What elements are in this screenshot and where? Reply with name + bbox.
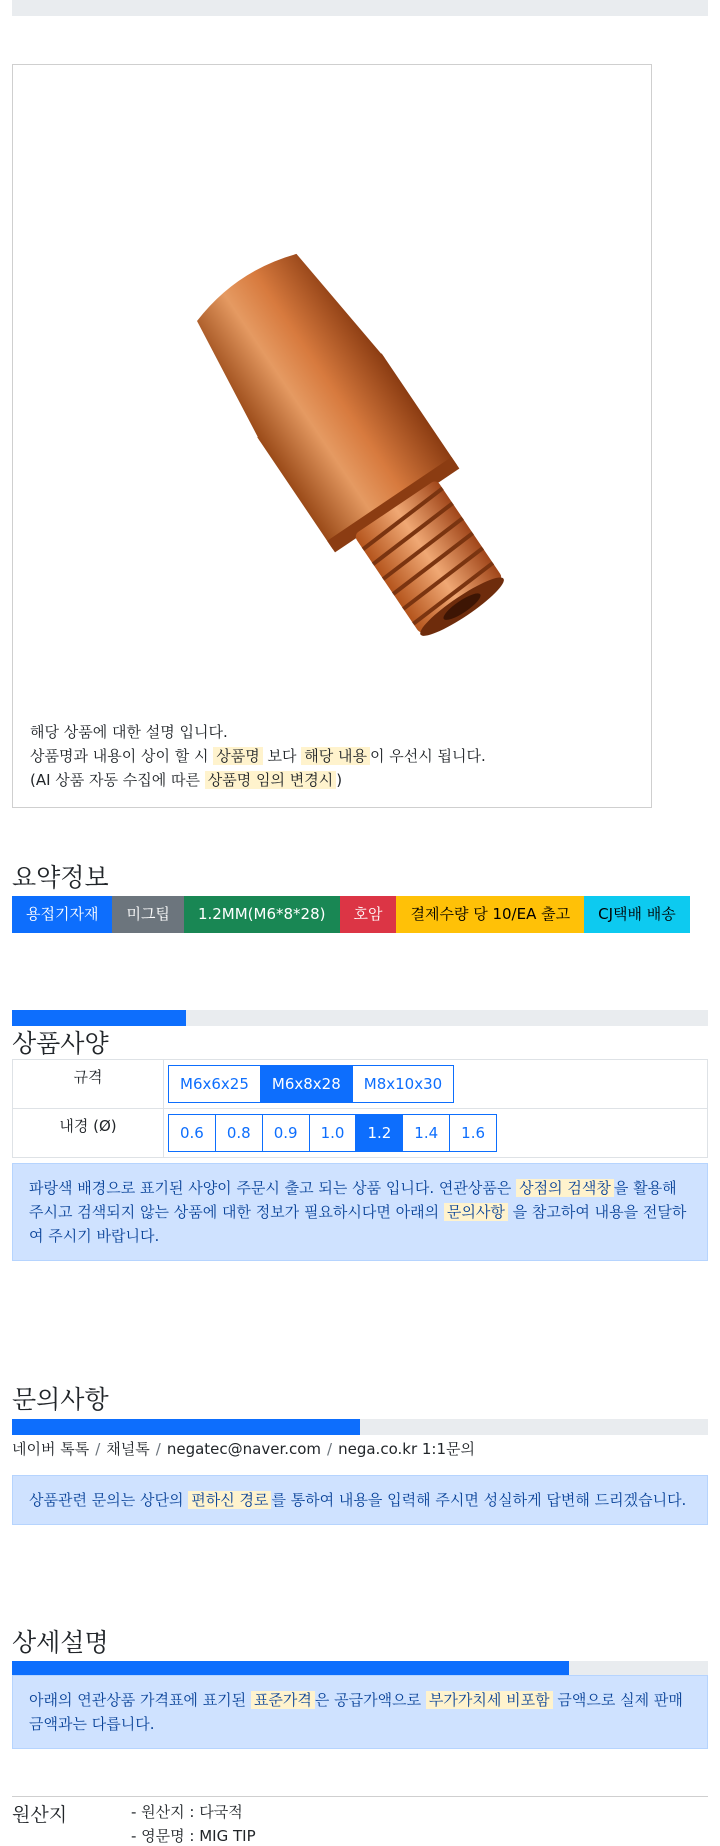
notice-text: 을 활용해 주시고 검색되지 않는 상품에 대한 정보가 필요하시다면 아래의 [29, 1179, 677, 1221]
separator: / [95, 1440, 101, 1458]
separator: / [327, 1440, 333, 1458]
notice-text: 은 공급가액으로 [314, 1691, 426, 1709]
subcategory-badge: 미그팁 [112, 896, 183, 933]
spec-label: 내경 (Ø) [13, 1109, 164, 1158]
description-text: 상품명과 내용이 상이 할 시 [30, 747, 214, 765]
detail-title: 상세설명 [12, 1628, 109, 1657]
notice-text: 를 통하여 내용을 입력해 주시면 성실하게 답변해 드리겠습니다. [271, 1491, 687, 1509]
notice-text: 상품관련 문의는 상단의 [29, 1491, 189, 1509]
spec-row-size [13, 1060, 708, 1109]
separator: / [155, 1440, 161, 1458]
description-text: 이 우선시 됩니다. [369, 747, 486, 765]
origin-list [131, 1800, 256, 1846]
description-line [30, 720, 630, 744]
highlight-text: 해당 내용 [301, 747, 370, 765]
contact-channels [12, 1438, 475, 1459]
quantity-badge: 결제수량 당 10/EA 출고 [396, 896, 584, 933]
top-divider-bar [12, 0, 708, 16]
spec-row-diameter [13, 1109, 708, 1158]
spec-title: 상품사양 [12, 1029, 109, 1058]
spec-notice [12, 1163, 708, 1261]
origin-divider [12, 1796, 708, 1797]
detail-notice [12, 1675, 708, 1749]
brand-badge: 호암 [340, 896, 397, 933]
description-text: ) [336, 771, 343, 789]
notice-text: 금액으로 실제 판매금액과는 다릅니다. [29, 1691, 683, 1733]
product-card [12, 64, 652, 808]
size-option[interactable]: M6x6x25 [168, 1065, 261, 1103]
highlight-text: 상품명 임의 변경시 [205, 771, 336, 789]
contact-site-inquiry[interactable]: nega.co.kr 1:1문의 [338, 1440, 475, 1458]
description-line [30, 768, 630, 792]
product-description [30, 720, 630, 792]
spec-progress-bar [12, 1010, 708, 1026]
diameter-option[interactable]: 1.0 [309, 1114, 357, 1152]
contact-channel-talk[interactable]: 채널톡 [106, 1440, 150, 1458]
diameter-option-selected[interactable]: 1.2 [355, 1114, 403, 1152]
product-image [153, 215, 553, 675]
origin-item: - 영문명 : MIG TIP [131, 1827, 256, 1845]
notice-text: 아래의 연관상품 가격표에 표기된 [29, 1691, 251, 1709]
description-line [30, 744, 630, 768]
size-option[interactable]: M8x10x30 [352, 1065, 454, 1103]
inquiry-notice [12, 1475, 708, 1525]
notice-text: 을 참고하여 내용을 전달하여 주시기 바랍니다. [29, 1203, 687, 1245]
highlight-text: 상점의 검색창 [516, 1179, 614, 1197]
summary-title: 요약정보 [12, 863, 109, 892]
size-option-selected[interactable]: M6x8x28 [260, 1065, 353, 1103]
shipping-badge: CJ택배 배송 [584, 896, 690, 933]
description-text: (AI 상품 자동 수집에 따른 [30, 771, 205, 789]
size-option-group [168, 1065, 454, 1103]
description-text: 해당 상품에 대한 설명 입니다. [30, 723, 228, 741]
diameter-option-group [168, 1114, 497, 1152]
highlight-text: 상품명 [213, 747, 262, 765]
summary-badges [12, 896, 690, 933]
origin-title: 원산지 [12, 1804, 68, 1826]
contact-email[interactable]: negatec@naver.com [166, 1440, 322, 1458]
spec-options [164, 1109, 708, 1158]
spec-badge: 1.2MM(M6*8*28) [184, 896, 340, 933]
highlight-text: 편하신 경로 [188, 1491, 271, 1509]
highlight-text: 부가가치세 비포함 [426, 1691, 553, 1709]
category-badge: 용접기자재 [12, 896, 112, 933]
spec-options [164, 1060, 708, 1109]
inquiry-progress-bar [12, 1419, 708, 1435]
spec-label: 규격 [13, 1060, 164, 1109]
highlight-text: 문의사항 [444, 1203, 508, 1221]
origin-item: - 원산지 : 다국적 [131, 1803, 243, 1821]
description-text: 보다 [262, 747, 302, 765]
diameter-option[interactable]: 1.4 [402, 1114, 450, 1152]
inquiry-progress-fill [12, 1419, 360, 1435]
inquiry-title: 문의사항 [12, 1385, 109, 1414]
notice-text: 파랑색 배경으로 표기된 사양이 주문시 출고 되는 상품 입니다. 연관상품은 [29, 1179, 517, 1197]
diameter-option[interactable]: 0.9 [262, 1114, 310, 1152]
diameter-option[interactable]: 1.6 [449, 1114, 497, 1152]
contact-naver-talk[interactable]: 네이버 톡톡 [12, 1440, 90, 1458]
diameter-option[interactable]: 0.8 [215, 1114, 263, 1152]
highlight-text: 표준가격 [251, 1691, 315, 1709]
diameter-option[interactable]: 0.6 [168, 1114, 216, 1152]
spec-table [12, 1059, 708, 1158]
